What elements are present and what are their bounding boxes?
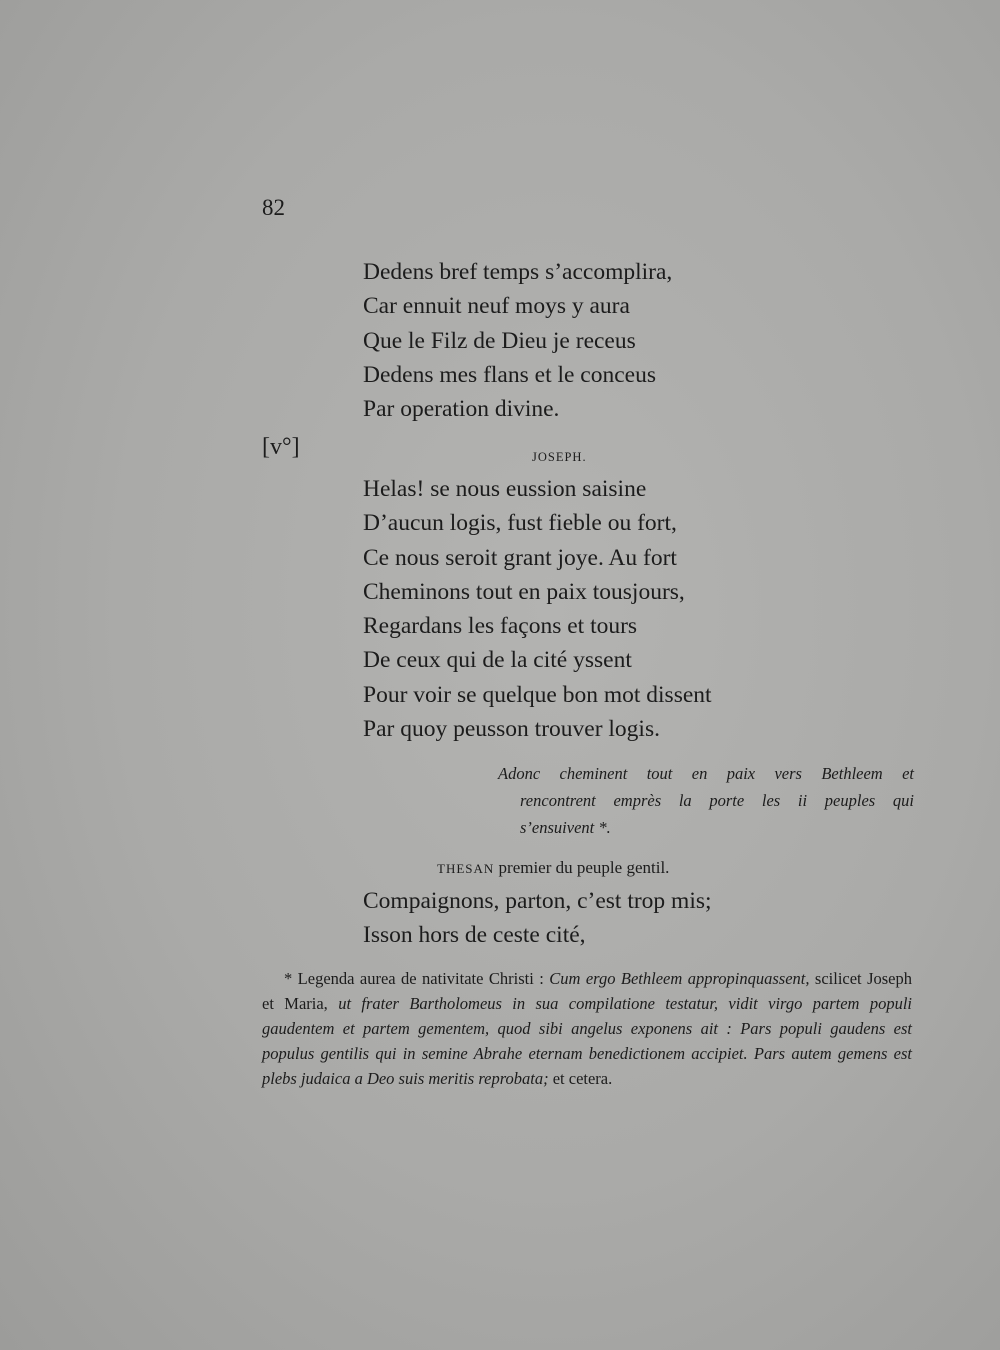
verse-line: Cheminons tout en paix tousjours, (363, 578, 685, 605)
verse-line: Compaignons, parton, c’est trop mis; (363, 888, 712, 914)
speaker-description: premier du peuple gentil. (494, 858, 670, 877)
speaker-thesan (437, 858, 669, 878)
speaker-name: THESAN (437, 861, 495, 876)
verse-line: Helas! se nous eussion saisine (363, 476, 647, 502)
margin-note-verso: [v°] (262, 434, 300, 460)
verse-stanza-3 (363, 884, 813, 953)
stage-direction-line: s’ensuivent *. (520, 818, 611, 837)
footnote-source: * Legenda aurea de nativitate Christi : (284, 969, 550, 988)
page-number: 82 (262, 195, 285, 220)
stage-direction (498, 760, 914, 841)
footnote-quote: ut frater Bartholomeus in sua compilatione testatur, vidit virgo partem populi gaudentem et partem gementem, quod sibi angelus exponens ait : Pars populi gaudens est populus gentilis qui in semine Abrahe eternam benedictionem accipiet. Pars autem gemens est plebs judaica a Deo suis meritis reprobata; (262, 994, 912, 1088)
footnote (262, 966, 912, 1091)
stage-direction-line: Adonc cheminent tout en paix vers Bethleem et (498, 764, 914, 783)
footnote-text: et cetera. (548, 1069, 613, 1088)
verse-line: De ceux qui de la cité yssent (363, 647, 632, 674)
verse-line: D’aucun logis, fust fieble ou fort, (363, 510, 677, 537)
verse-line: Par operation divine. (363, 396, 560, 423)
verse-line: Isson hors de ceste cité, (363, 922, 586, 949)
stage-direction-line: rencontrent emprès la porte les ii peuples qui (520, 791, 914, 810)
footnote-text: scilicet Joseph et Maria, (262, 969, 912, 1013)
verse-line: Que le Filz de Dieu je receus (363, 327, 636, 354)
verse-line: Ce nous seroit grant joye. Au fort (363, 544, 677, 571)
speaker-joseph: JOSEPH. (532, 450, 587, 464)
verse-line: Pour voir se quelque bon mot dissent (363, 681, 712, 708)
verse-line: Dedens mes flans et le conceus (363, 361, 656, 388)
verse-stanza-1 (363, 255, 813, 426)
verse-line: Regardans les façons et tours (363, 613, 638, 640)
footnote-quote: Cum ergo Bethleem appropinquassent, (549, 969, 810, 988)
verse-stanza-2 (363, 472, 813, 746)
verse-line: Car ennuit neuf moys y aura (363, 293, 630, 320)
verse-line: Par quoy peusson trouver logis. (363, 716, 660, 743)
verse-line: Dedens bref temps s’accomplira, (363, 259, 673, 285)
